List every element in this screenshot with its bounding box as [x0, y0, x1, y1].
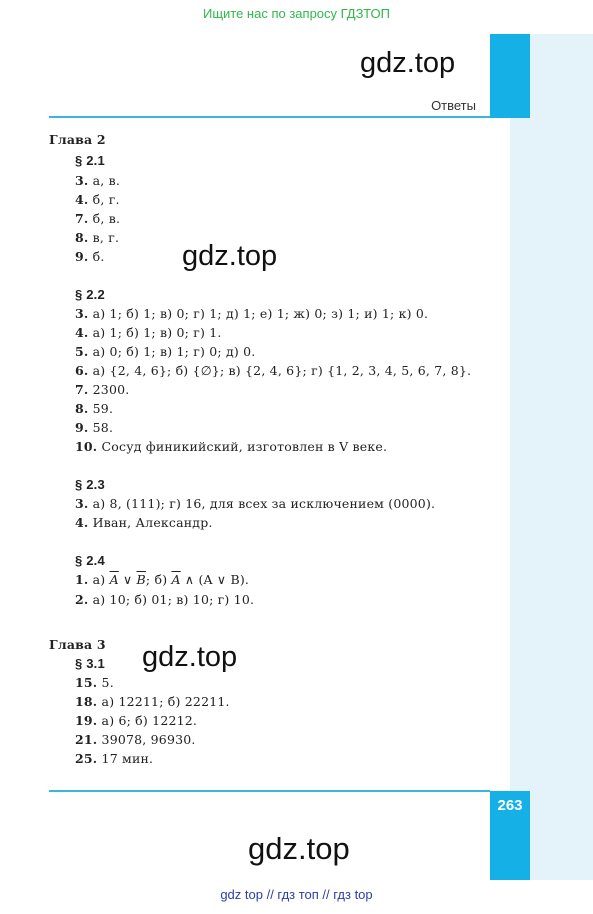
answer-line: 8. 59.	[75, 401, 114, 416]
section-heading: § 2.4	[75, 553, 105, 568]
footer-rule	[49, 790, 490, 792]
answer-line: 7. 2300.	[75, 382, 130, 397]
section-name: Ответы	[431, 98, 476, 113]
answer-line: 10. Сосуд финикийский, изготовлен в V веке.	[75, 439, 388, 454]
answer-line: 15. 5.	[75, 675, 114, 690]
answer-line: 4. а) 1; б) 1; в) 0; г) 1.	[75, 325, 222, 340]
answer-line: 8. в, г.	[75, 230, 120, 245]
section-heading: § 3.1	[75, 656, 105, 671]
header-tab	[490, 34, 530, 118]
section-heading: § 2.1	[75, 153, 105, 168]
watermark: gdz.top	[182, 240, 278, 272]
footer-links: gdz top // гдз топ // гдз top	[220, 887, 373, 902]
chapter-heading: Глава 2	[49, 132, 106, 147]
page-number: 263	[497, 797, 523, 814]
answer-line: 7. б, в.	[75, 211, 121, 226]
answer-line: 9. 58.	[75, 420, 114, 435]
answer-line: 6. а) {2, 4, 6}; б) {∅}; в) {2, 4, 6}; г) {1, 2, 3, 4, 5, 6, 7, 8}.	[75, 363, 472, 378]
answer-line: 19. а) 6; б) 12212.	[75, 713, 198, 728]
answer-line: 3. а, в.	[75, 173, 121, 188]
answer-line: 18. а) 12211; б) 22211.	[75, 694, 230, 709]
answer-line: 2. а) 10; б) 01; в) 10; г) 10.	[75, 592, 255, 607]
top-banner: Ищите нас по запросу ГДЗТОП	[202, 6, 390, 21]
chapter-heading: Глава 3	[49, 637, 106, 652]
header-rule	[49, 116, 490, 118]
answer-line: 4. Иван, Александр.	[75, 515, 213, 530]
answer-line: 25. 17 мин.	[75, 751, 154, 766]
answer-line: 1. а) $\overline{A}$ ∨ $\overline{B}$; б) $\overline{A}$ ∧ (A ∨ B).	[75, 572, 250, 587]
answer-line: 21. 39078, 96930.	[75, 732, 196, 747]
watermark: gdz.top	[142, 641, 238, 673]
answer-line: 5. а) 0; б) 1; в) 1; г) 0; д) 0.	[75, 344, 256, 359]
answer-line: 4. б, г.	[75, 192, 120, 207]
section-heading: § 2.2	[75, 287, 105, 302]
watermark: gdz.top	[360, 47, 456, 79]
watermark: gdz.top	[248, 831, 350, 866]
answer-line: 9. б.	[75, 249, 105, 264]
side-strip	[510, 34, 593, 880]
section-heading: § 2.3	[75, 477, 105, 492]
answer-line: 3. а) 8, (111); г) 16, для всех за исключением (0000).	[75, 496, 436, 511]
answer-line: 3. а) 1; б) 1; в) 0; г) 1; д) 1; е) 1; ж) 0; з) 1; и) 1; к) 0.	[75, 306, 429, 321]
